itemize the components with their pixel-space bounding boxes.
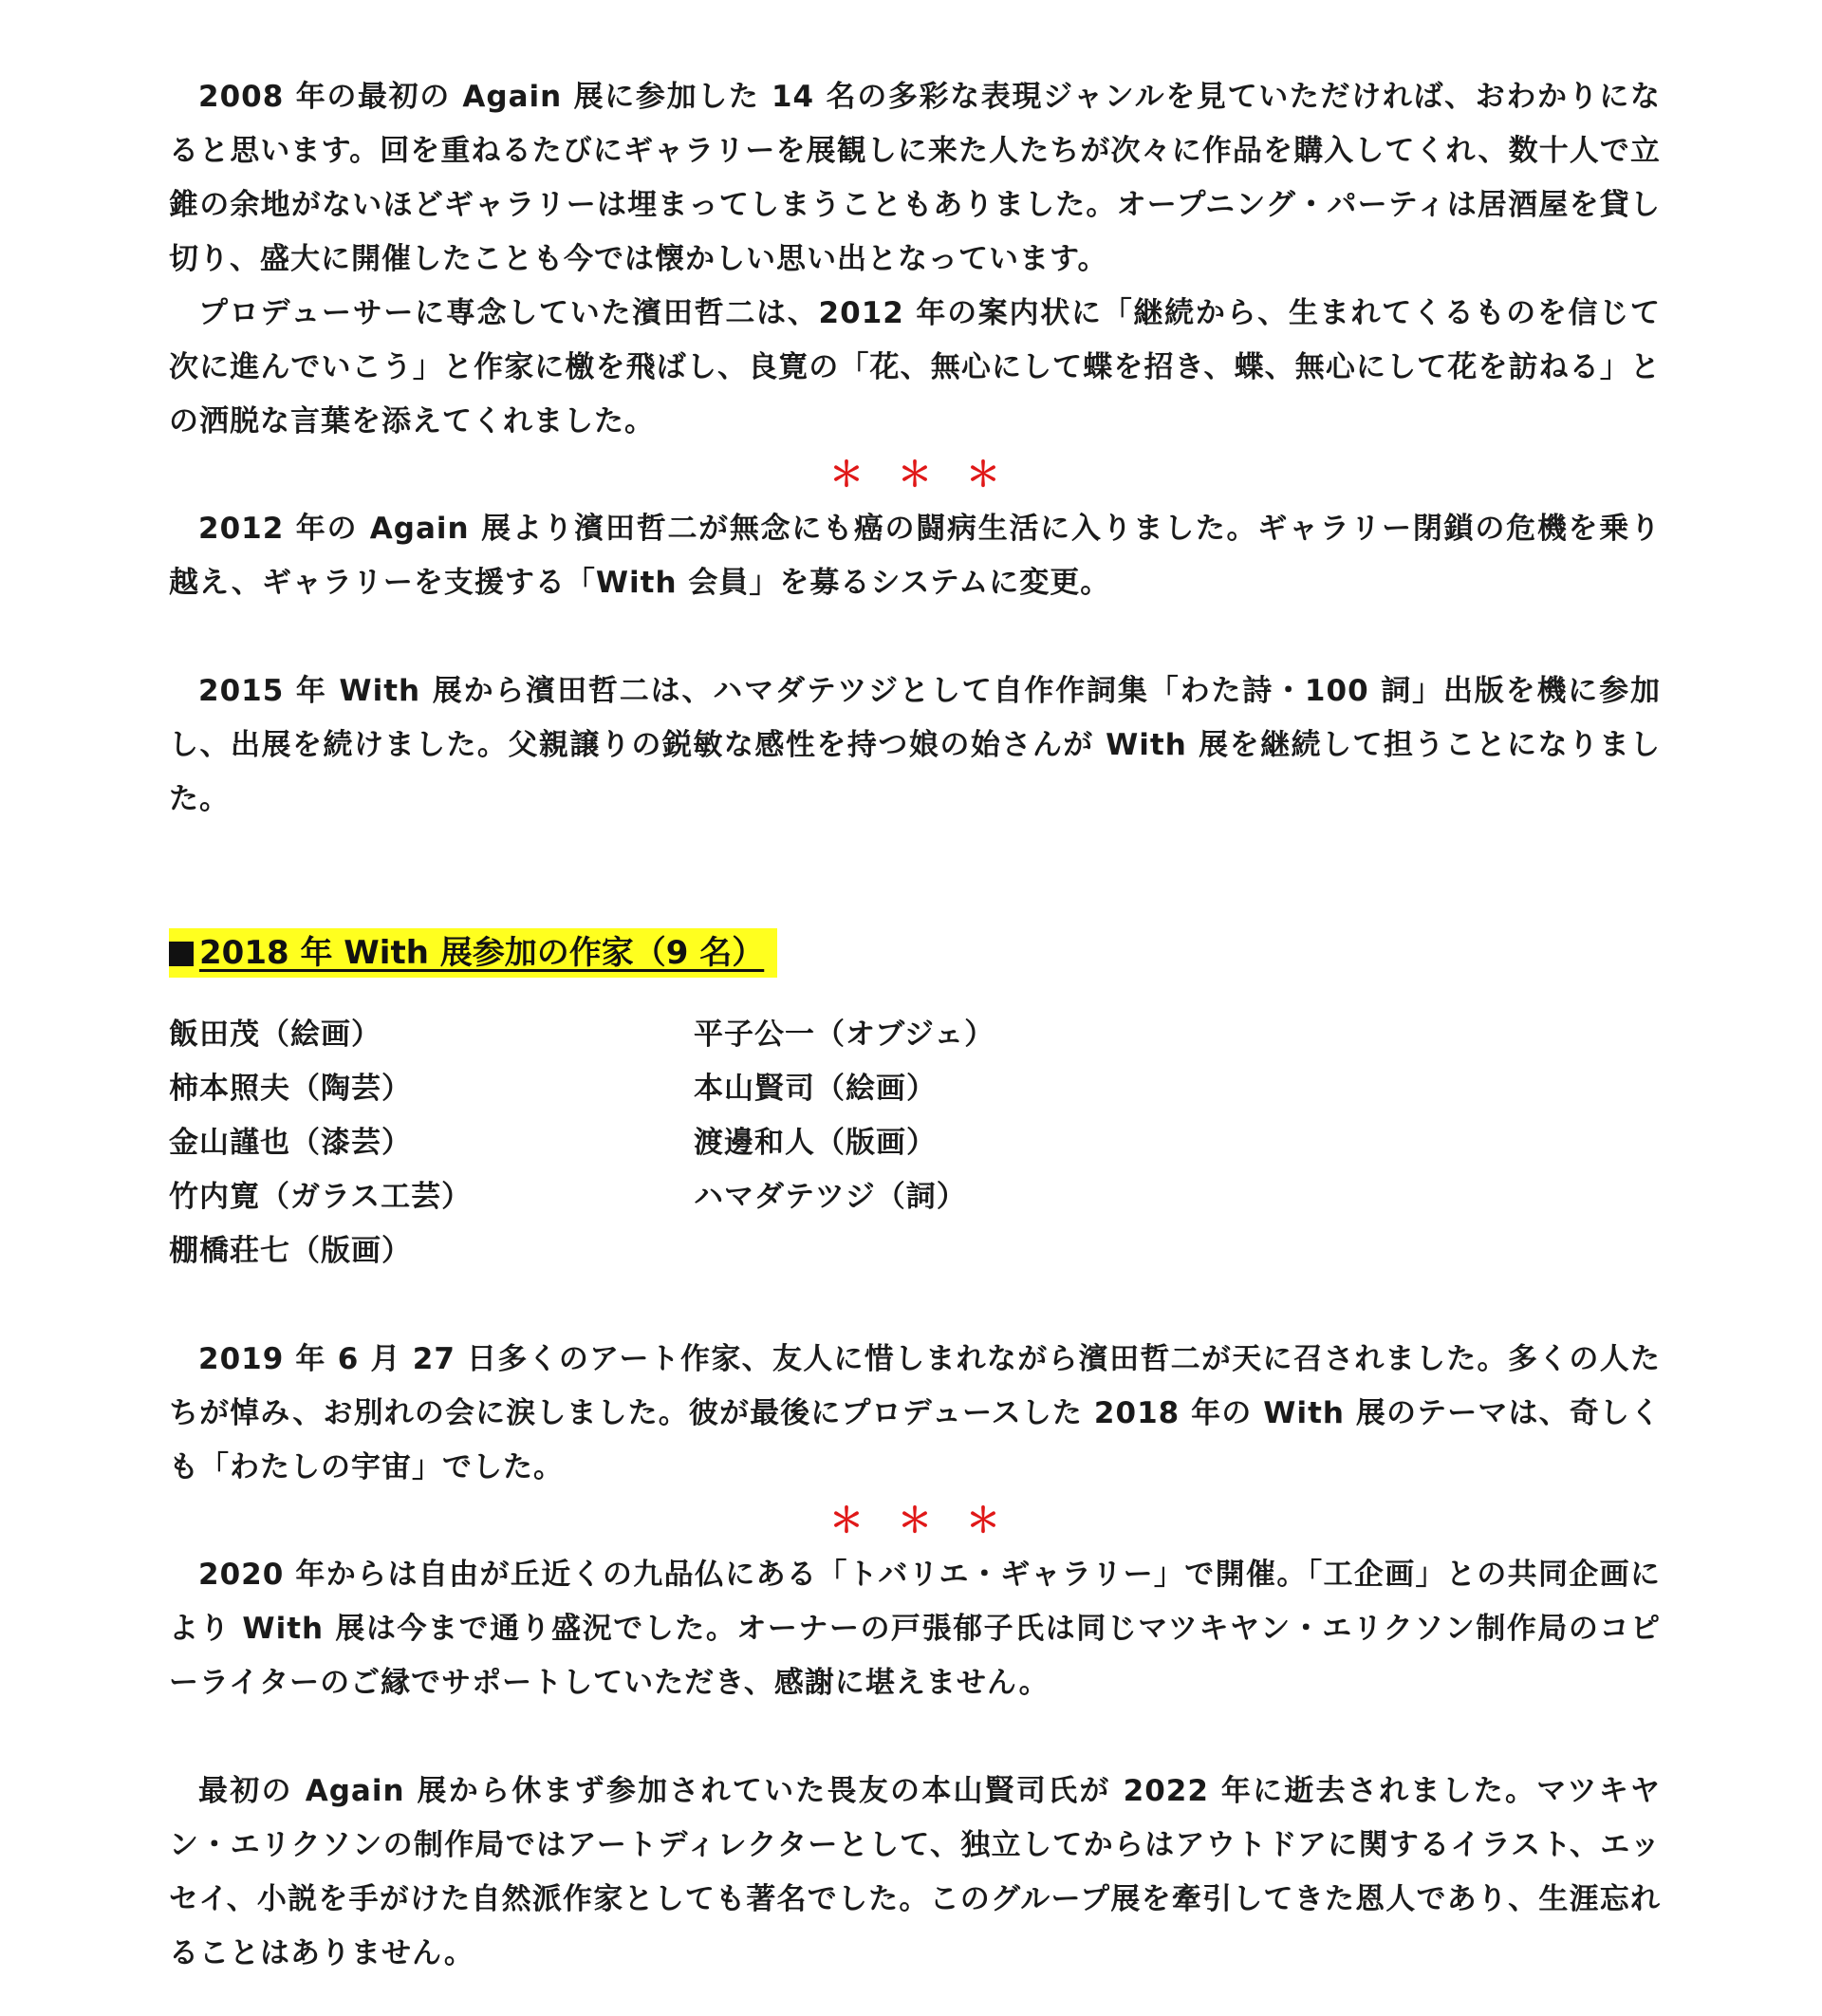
artist-item: ハマダテツジ（詞） xyxy=(694,1180,967,1214)
spacer xyxy=(169,1710,1661,1764)
artist-item: 金山謹也（漆芸） xyxy=(169,1126,412,1160)
paragraph-again-2008: 2008 年の最初の Again 展に参加した 14 名の多彩な表現ジャンルを見ていただければ、おわかりになると思います。回を重ねるたびにギャラリーを展観しに来た人たちが次々に作品を購入してくれ、数十人で立錐の余地がないほどギャラリーは埋まってしまうこともありました。オープニング・パーティは居酒屋を貸し切り、盛大に開催したことも今では懐かしい思い出となっています。 xyxy=(169,80,1661,276)
artist-item: 平子公一（オブジェ） xyxy=(694,1017,995,1052)
black-square-icon xyxy=(169,942,194,966)
paragraph-with-2015: 2015 年 With 展から濱田哲二は、ハマダテツジとして自作作詞集「わた詩・100 詞」出版を機に参加し、出展を続けました。父親譲りの鋭敏な感性を持つ娘の始さんが With 展を継続して担うことになりました。 xyxy=(169,674,1661,816)
section-heading-text: 2018 年 With 展参加の作家（9 名） xyxy=(199,934,765,972)
artist-list xyxy=(169,1008,1661,1279)
separator-stars: ＊＊＊ xyxy=(828,1502,1034,1540)
artist-item: 渡邊和人（版画） xyxy=(694,1126,937,1160)
artist-item: 本山賢司（絵画） xyxy=(694,1072,937,1106)
section-heading xyxy=(169,928,777,978)
artist-item: 棚橋荘七（版画） xyxy=(169,1234,412,1268)
artist-item: 柿本照夫（陶芸） xyxy=(169,1072,412,1106)
document-page xyxy=(169,70,1661,1981)
paragraph-toballie-2020: 2020 年からは自由が丘近くの九品仏にある「トバリエ・ギャラリー」で開催。「工企画」との共同企画により With 展は今まで通り盛況でした。オーナーの戸張郁子氏は同じマツキヤン・エリクソン制作局のコピーライターのご縁でサポートしていただき、感謝に堪えません。 xyxy=(169,1558,1661,1700)
spacer xyxy=(169,1279,1661,1333)
spacer xyxy=(169,610,1661,664)
artist-item: 飯田茂（絵画） xyxy=(169,1017,381,1052)
paragraph-passing-2019: 2019 年 6 月 27 日多くのアート作家、友人に惜しまれながら濱田哲二が天に召されました。多くの人たちが悼み、お別れの会に涙しました。彼が最後にプロデュースした 2018 年の With 展のテーマは、奇しくも「わたしの宇宙」でした。 xyxy=(169,1342,1661,1484)
paragraph-producer-message: プロデューサーに専念していた濱田哲二は、2012 年の案内状に「継続から、生まれてくるものを信じて次に進んでいこう」と作家に檄を飛ばし、良寛の「花、無心にして蝶を招き、蝶、無心にして花を訪ねる」との洒脱な言葉を添えてくれました。 xyxy=(169,296,1661,439)
separator-stars: ＊＊＊ xyxy=(828,456,1034,495)
section-heading-container xyxy=(169,928,1661,978)
paragraph-motoyama-2022: 最初の Again 展から休まず参加されていた畏友の本山賢司氏が 2022 年に逝去されました。マツキヤン・エリクソンの制作局ではアートディレクターとして、独立してからはアウトドアに関するイラスト、エッセイ、小説を手がけた自然派作家としても著名でした。このグループ展を牽引してきた恩人であり、生涯忘れることはありません。 xyxy=(169,1774,1661,1970)
artist-item: 竹内寛（ガラス工芸） xyxy=(169,1180,473,1214)
paragraph-illness-2012: 2012 年の Again 展より濱田哲二が無念にも癌の闘病生活に入りました。ギャラリー閉鎖の危機を乗り越え、ギャラリーを支援する「With 会員」を募るシステムに変更。 xyxy=(169,512,1661,600)
spacer xyxy=(169,827,1661,907)
